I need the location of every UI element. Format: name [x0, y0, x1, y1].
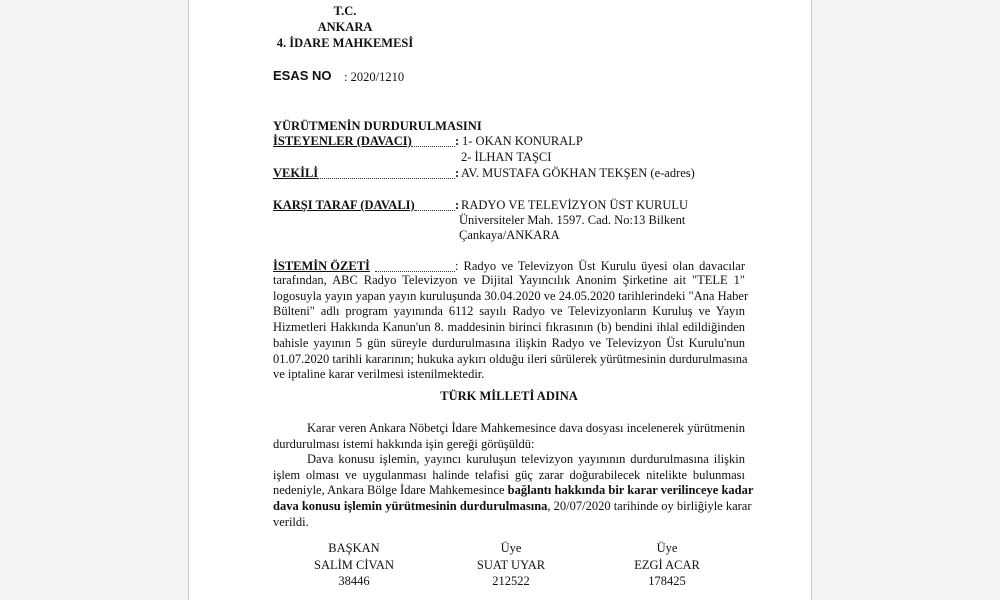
davali-2: Üniversiteler Mah. 1597. Cad. No:13 Bilkent — [459, 213, 686, 227]
signature-number: 212522 — [492, 574, 530, 588]
decision-p2-line-1: Dava konusu işlemin, yayıncı kuruluşun televizyon yayınının durdurulmasına ilişkin — [307, 452, 745, 466]
ozet-first-text: : Radyo ve Televizyon Üst Kurulu üyesi olan davacılar — [455, 259, 745, 273]
ozet-label: İSTEMİN ÖZETİ — [273, 259, 370, 273]
ozet-line-6: 01.07.2020 tarihli kararının; hukuka aykırı olduğu ileri sürülerek yürütmesinin durdurulmasına — [273, 351, 748, 366]
ozet-line-5: bahisle yayının 5 gün süreyle durdurulmasına ilişkin Radyo ve Televizyon Üst Kurulu'nun — [273, 335, 745, 350]
signature-baskan — [284, 540, 424, 590]
davaci-2: 2- İLHAN TAŞCI — [461, 150, 552, 164]
davali-3: Çankaya/ANKARA — [459, 228, 560, 242]
davaci-label-line1: YÜRÜTMENİN DURDURULMASINI — [273, 119, 482, 133]
signature-name: SUAT UYAR — [476, 557, 546, 572]
signature-number: 178425 — [648, 574, 686, 588]
decision-p2-line-3-normal: nedeniyle, Ankara Bölge İdare Mahkemesince — [273, 483, 508, 498]
decision-p2-line-3-bold: bağlantı hakkında bir karar verilinceye kadar — [507, 483, 754, 498]
header-city: ANKARA — [317, 20, 373, 34]
vekil-label: VEKİLİ — [273, 166, 319, 180]
ozet-line-2: logosuyla yayın yapan yayın kuruluşunda 30.04.2020 ve 24.05.2020 tarihlerindeki "Ana Haber — [273, 288, 749, 303]
decision-paragraph-2 — [273, 452, 754, 531]
decision-p1-line-2: durdurulması istemi hakkında işin gereği görüşüldü: — [273, 436, 535, 451]
decision-p2-line-4-normal: , 20/07/2020 tarihinde oy birliğiyle karar — [547, 499, 752, 514]
ozet-leader-dots — [375, 271, 455, 272]
decision-p1-line-1: Karar veren Ankara Nöbetçi İdare Mahkemesince dava dosyası incelenerek yürütmenin — [307, 421, 745, 435]
davali-colon: : — [455, 198, 460, 212]
ozet-line-3: Bülteni" adlı program yayınında 6112 sayılı Radyo ve Televizyonların Kuruluş ve Yayın — [273, 304, 745, 319]
header-court: 4. İDARE MAHKEMESİ — [276, 36, 414, 50]
vekil-colon: : — [455, 166, 460, 180]
davaci-1: 1- OKAN KONURALP — [462, 134, 583, 148]
signature-role: BAŞKAN — [328, 541, 380, 555]
davaci-leader-dots — [411, 146, 455, 147]
decision-p2-line-4-bold: dava konusu işlemin yürütmesinin durdurulmasına — [273, 499, 548, 514]
ozet-line-7: ve iptaline karar verilmesi istenilmektedir. — [273, 367, 485, 382]
davaci-colon: : — [455, 134, 460, 148]
decision-paragraph-1 — [273, 421, 745, 452]
signature-number: 38446 — [338, 574, 370, 588]
signature-name: SALİM CİVAN — [314, 557, 394, 572]
ozet-line-4: Hizmetleri Hakkında Kanun'un 8. maddesinin birinci fıkrasının (b) bendini ihlal edildiğinden — [273, 320, 745, 335]
header-tc: T.C. — [333, 4, 357, 18]
davali-1: RADYO VE TELEVİZYON ÜST KURULU — [461, 198, 689, 212]
signature-role: Üye — [500, 541, 522, 555]
decision-title: TÜRK MİLLETİ ADINA — [440, 389, 578, 403]
ozet-first-line — [455, 258, 745, 274]
decision-p2-line-4 — [273, 499, 752, 515]
davali-leader-dots — [415, 210, 455, 211]
document-page — [188, 0, 812, 600]
ozet-body — [273, 273, 749, 383]
signature-name: EZGİ ACAR — [634, 557, 700, 572]
davali-label: KARŞI TARAF (DAVALI) — [273, 198, 415, 212]
court-header — [245, 3, 445, 51]
esas-label: ESAS NO — [273, 68, 332, 83]
signature-uye-1 — [441, 540, 581, 590]
davaci-label-line2: İSTEYENLER (DAVACI) — [273, 134, 412, 148]
vekil-leader-dots — [315, 178, 455, 179]
decision-p2-line-5: verildi. — [273, 514, 309, 529]
decision-p2-line-3 — [273, 483, 754, 499]
decision-p2-line-2: işlem olması ve uygulanması halinde telafisi güç zarar doğurabilecek nitelikte bulunması — [273, 467, 745, 482]
signature-uye-2 — [597, 540, 737, 590]
esas-value: : 2020/1210 — [344, 70, 405, 84]
signature-role: Üye — [656, 541, 678, 555]
ozet-line-1: tarafından, ABC Radyo Televizyon ve Dijital Yayıncılık Anonim Şirketine ait "TELE 1" — [273, 273, 745, 287]
vekil-value: AV. MUSTAFA GÖKHAN TEKŞEN (e-adres) — [461, 166, 695, 180]
